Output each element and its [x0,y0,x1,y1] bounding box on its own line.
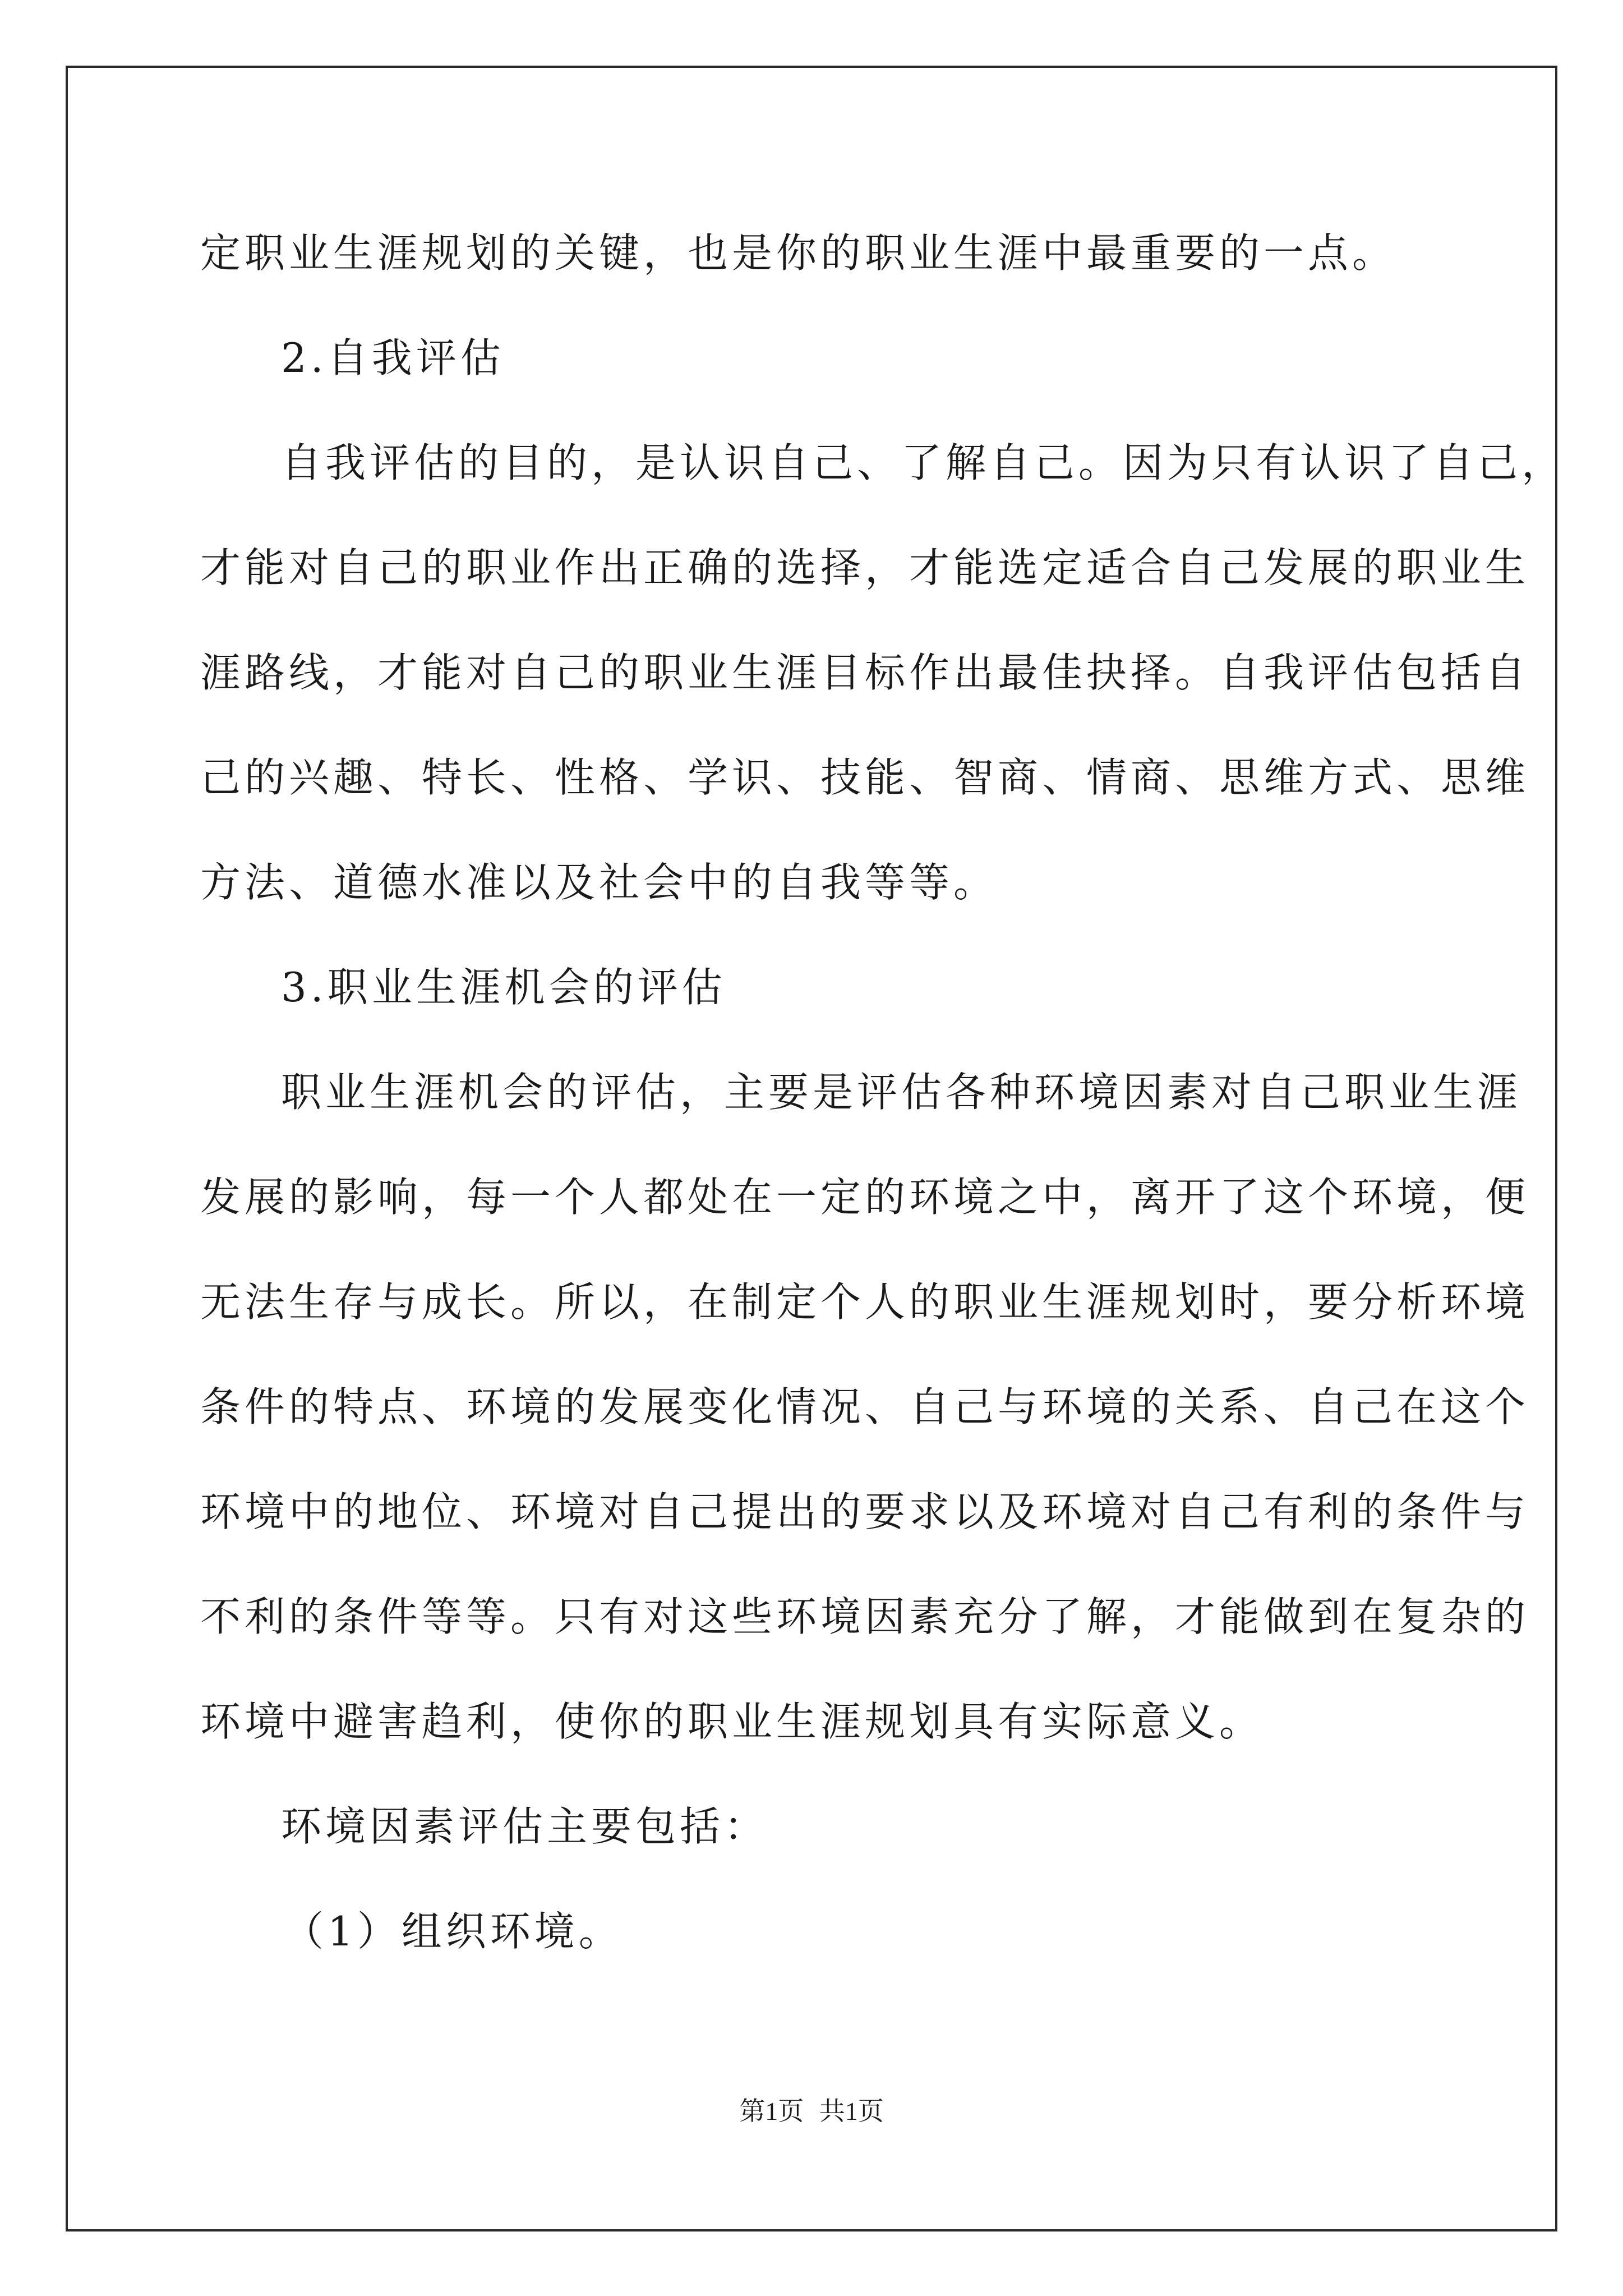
paragraph-line: 环境因素评估主要包括： [281,1803,769,1850]
paragraph-line: 环境中的地位、环境对自己提出的要求以及环境对自己有利的条件与 [200,1488,1530,1535]
section-heading: 2.自我评估 [281,334,505,381]
paragraph-line: 条件的特点、环境的发展变化情况、自己与环境的关系、自己在这个 [200,1383,1530,1430]
paragraph-line: 职业生涯机会的评估，主要是评估各种环境因素对自己职业生涯 [281,1069,1522,1116]
list-item: （1）组织环境。 [283,1908,623,1955]
paragraph-line: 方法、道德水准以及社会中的自我等等。 [200,859,998,906]
paragraph-line: 涯路线，才能对自己的职业生涯目标作出最佳抉择。自我评估包括自 [200,649,1530,696]
section-heading: 3.职业生涯机会的评估 [281,964,726,1011]
paragraph-line: 无法生存与成长。所以，在制定个人的职业生涯规划时，要分析环境 [200,1278,1530,1326]
page-footer [0,2095,1623,2128]
paragraph-line: 不利的条件等等。只有对这些环境因素充分了解，才能做到在复杂的 [200,1593,1530,1640]
paragraph-line: 发展的影响，每一个人都处在一定的环境之中，离开了这个环境，便 [200,1174,1530,1221]
paragraph-line: 才能对自己的职业作出正确的选择，才能选定适合自己发展的职业生 [200,544,1530,591]
page-number: 第1页 [739,2097,804,2125]
paragraph-line: 己的兴趣、特长、性格、学识、技能、智商、情商、思维方式、思维 [200,754,1530,801]
page-total: 共1页 [819,2097,884,2125]
paragraph-line: 环境中避害趋利，使你的职业生涯规划具有实际意义。 [200,1698,1264,1745]
paragraph-line: 自我评估的目的，是认识自己、了解自己。因为只有认识了自己， [281,439,1566,486]
paragraph-line: 定职业生涯规划的关键，也是你的职业生涯中最重要的一点。 [200,229,1397,277]
